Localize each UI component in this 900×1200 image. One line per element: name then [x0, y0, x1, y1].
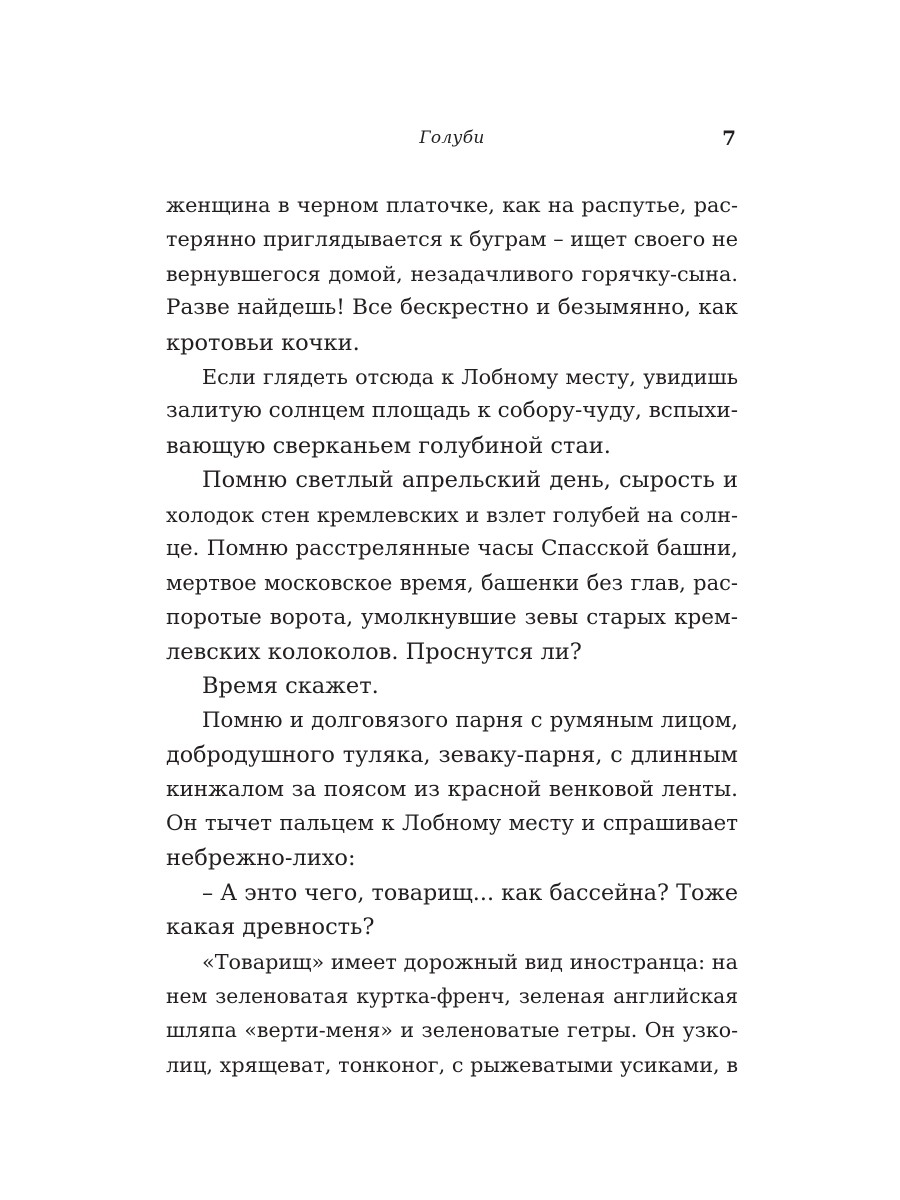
text-line: терянно приглядывается к буграм – ищет своего не	[166, 227, 738, 252]
text-line: Он тычет пальцем к Лобному месту и спрашивает	[166, 811, 738, 837]
text-line: женщина в черном платочке, как на распутье, рас-	[166, 193, 738, 217]
text-line: какая древность?	[166, 914, 375, 941]
text-line: Если глядеть отсюда к Лобному месту, увидишь	[202, 364, 738, 389]
text-line: вернувшегося домой, незадачливого горячку-сына.	[166, 261, 738, 286]
text-line: мертвое московское время, башенки без глав, рас-	[166, 571, 738, 596]
text-line: залитую солнцем площадь к собору-чуду, вспыхи-	[166, 398, 738, 424]
text-line: небрежно-лихо:	[166, 845, 356, 872]
running-head	[166, 128, 738, 158]
text-line: це. Помню расстрелянные часы Спасской башни,	[166, 535, 738, 561]
text-line: нем зеленоватая куртка-френч, зеленая английская	[166, 983, 738, 1008]
text-line: шляпа «верти-меня» и зеленоватые гетры. Он узко-	[166, 1018, 738, 1043]
text-line: вающую сверканьем голубиной стаи.	[166, 432, 611, 459]
running-title: Голуби	[419, 128, 485, 148]
text-line: лиц, хрящеват, тонконог, с рыжеватыми усиками, в	[166, 1052, 738, 1077]
text-line: Помню светлый апрельский день, сырость и	[202, 467, 738, 494]
text-line: Помню и долговязого парня с румяным лицом,	[202, 707, 738, 733]
page-number: 7	[722, 126, 736, 150]
text-line: поротые ворота, умолкнувшие зевы старых крем-	[166, 604, 738, 630]
body-text	[166, 188, 738, 1082]
text-line: холодок стен кремлевских и взлет голубей на солн-	[166, 502, 738, 527]
text-line: кротовьи кочки.	[166, 329, 360, 356]
text-line: Разве найдешь! Все бескрестно и безымянно, как	[166, 295, 738, 321]
text-line: кинжалом за поясом из красной венковой ленты.	[166, 776, 738, 802]
text-line: левских колоколов. Проснутся ли?	[166, 639, 582, 666]
text-line: добродушного туляка, зеваку-парня, с длинным	[166, 742, 738, 769]
text-line: – А энто чего, товарищ... как бассейна? Тоже	[202, 879, 738, 906]
text-line: «Товарищ» имеет дорожный вид иностранца: на	[202, 949, 738, 974]
text-line: Время скажет.	[202, 673, 379, 700]
